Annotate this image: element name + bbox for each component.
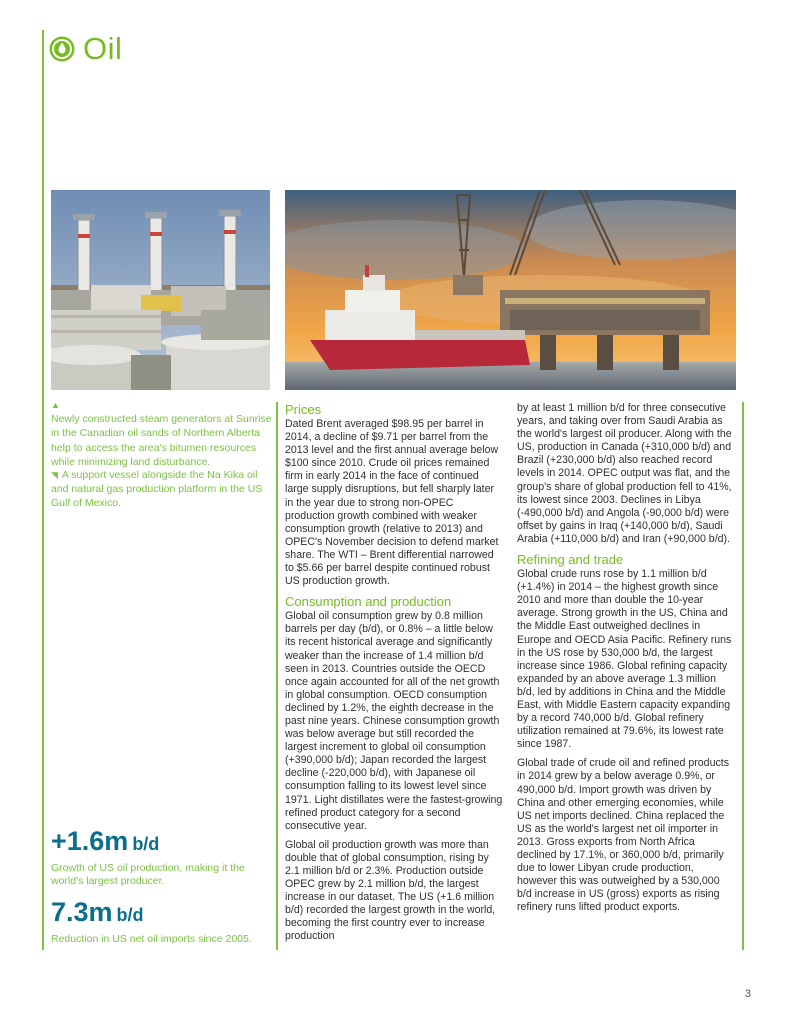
stat-description: Growth of US oil production, making it the world's largest producer. xyxy=(51,862,245,887)
caption-steam-generators xyxy=(51,398,273,469)
photo-steam-generators xyxy=(51,190,270,390)
paragraph-prices: Dated Brent averaged $98.95 per barrel in 2014, a decline of $9.71 per barrel from the 2013 level and the first annual average below $100 since 2010. Crude oil prices remained firm in early 2014 in the face of continued large supply disruptions, but fell sharply later in the year due to strong non-OPEC production growth combined with weaker consumption growth (relative to 2013) and OPEC's November decision to defend market share. The WTI – Brent differential narrowed to $5.66 per barrel despite continued robust US production growth. xyxy=(285,418,499,588)
stat-us-production xyxy=(51,826,271,888)
stat-description: Reduction in US net oil imports since 2005. xyxy=(51,933,252,945)
paragraph-consumption: Global oil consumption grew by 0.8 million barrels per day (b/d), or 0.8% – a little below its recent historical average and significantly weaker than the increase of 1.4 million b/d seen in 2013. Countries outside the OECD once again accounted for all of the net growth in global consumption. OECD consumption declined by 1.2%, the eighth decrease in the past nine years. Chinese consumption growth was below average but still recorded the largest increment to global oil consumption (+390,000 b/d); Japan recorded the largest decline (-220,000 b/d), with Japanese oil consumption falling to its lowest level since 1971. Light distillates were the fastest-growing refined product category for a second consecutive year. xyxy=(285,610,503,832)
page-title-text: Oil xyxy=(83,31,123,66)
paragraph-production: Global oil production growth was more than double that of global consumption, rising by 2.1 million b/d or 2.3%. Production outside OPEC grew by 2.1 million b/d, the largest increase in our dataset. The US (+1.6 million b/d) recorded the largest growth in the world, becoming the first country ever to increase production xyxy=(285,838,496,943)
text-column-1 xyxy=(285,402,505,950)
corner-arrow-icon: ◥ xyxy=(51,470,58,480)
page-number: 3 xyxy=(744,988,751,1000)
paragraph-refining: Global crude runs rose by 1.1 million b/d (+1.4%) in 2014 – the highest growth since 2010 and more than double the 10-year average. Strong growth in the US, China and the Middle East outweighed declines in Europe and OECD Asia Pacific. Refinery runs in the US rose by 530,000 b/d, the largest increase since 1986. Global refining capacity expanded by an above average 1.3 million b/d, led by additions in China and the Middle East, with Middle Eastern capacity expanding by a record 740,000 b/d. Global refinery utilization remained at 79.6%, its lowest rate since 1987. xyxy=(517,568,732,751)
stat-us-imports xyxy=(51,897,271,946)
caption-support-vessel xyxy=(51,468,273,511)
paragraph-production-continued: by at least 1 million b/d for three consecutive years, and taking over from Saudi Arabia as the world's largest oil producer. Along with the US, production in Canada (+310,000 b/d) and Brazil (+230,000 b/d) also reached record levels in 2014. OPEC output was flat, and the group's share of global production fell to 41%, its lowest since 2003. Declines in Libya (-490,000 b/d) and Angola (-90,000 b/d) were offset by gains in Iraq (+140,000 b/d), Saudi Arabia (+110,000 b/d) and Iran (+90,000 b/d). xyxy=(517,402,732,545)
text-column-2 xyxy=(517,402,735,920)
photo-support-vessel xyxy=(285,190,736,390)
oil-drop-icon xyxy=(49,36,75,62)
stat-unit: b/d xyxy=(116,905,144,925)
paragraph-trade: Global trade of crude oil and refined products in 2014 grew by a below average 0.9%, or 490,000 b/d. Import growth was driven by China and other emerging economies, while US net imports declined. China replaced the US as the world's largest net oil importer in 2013. Gross exports from North Africa declined by 17.1%, or 360,000 b/d, primarily due to lower Libyan crude production, however this was outweighed by a 530,000 b/d increase in US (gross) exports as rising refinery runs lifted product exports. xyxy=(517,757,730,914)
heading-consumption: Consumption and production xyxy=(285,594,452,610)
caption-support-vessel-text: A support vessel alongside the Na Kika oil and natural gas production platform in the US Gulf of Mexico. xyxy=(51,469,263,510)
up-arrow-icon: ▲ xyxy=(51,400,60,410)
right-rule xyxy=(742,402,744,950)
stat-value: +1.6m xyxy=(51,826,129,856)
page-title xyxy=(49,29,122,69)
middle-rule xyxy=(276,402,278,950)
stat-value: 7.3m xyxy=(51,897,113,927)
heading-refining: Refining and trade xyxy=(517,552,624,568)
left-rule xyxy=(42,30,44,950)
stat-unit: b/d xyxy=(132,834,160,854)
caption-steam-generators-text: Newly constructed steam generators at Sunrise in the Canadian oil sands of Northern Alberta help to access the area's bitumen resources while minimizing land disturbance. xyxy=(51,413,272,468)
heading-prices: Prices xyxy=(285,402,322,417)
